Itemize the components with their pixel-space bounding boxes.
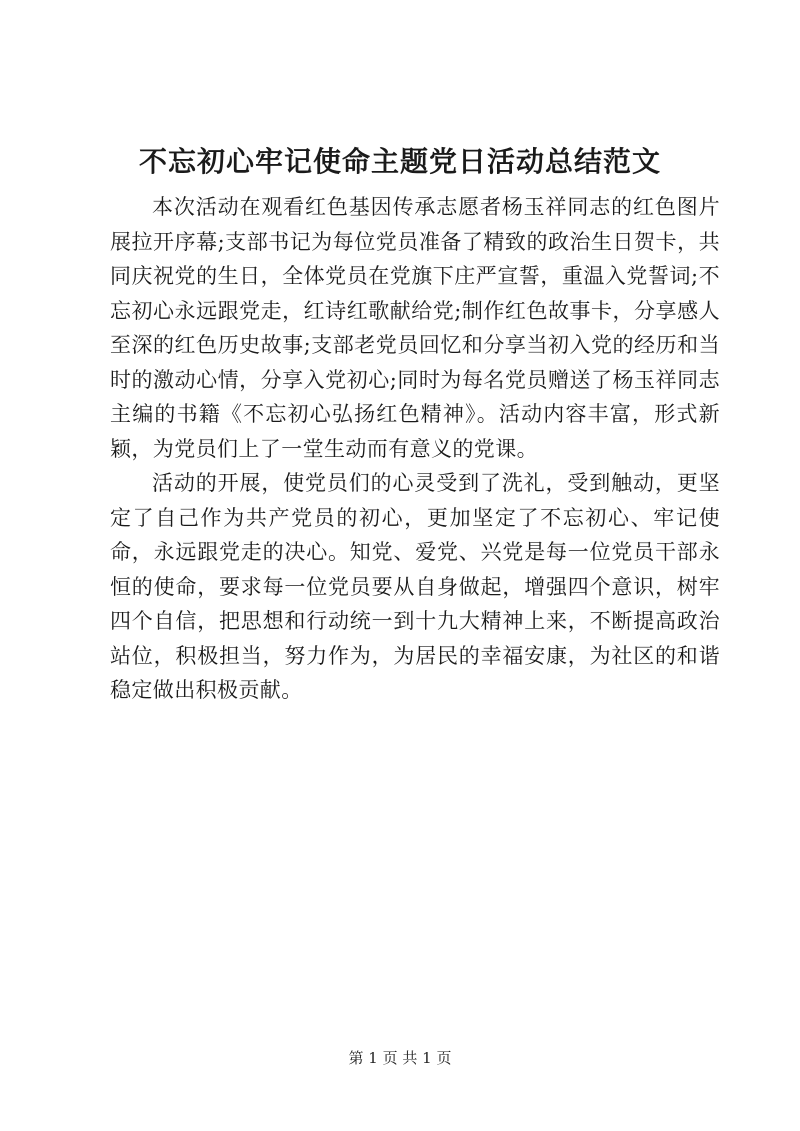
document-title: 不忘初心牢记使命主题党日活动总结范文 [138, 145, 661, 178]
page-number-footer: 第 1 页 共 1 页 [348, 1049, 452, 1067]
paragraph-1: 本次活动在观看红色基因传承志愿者杨玉祥同志的红色图片展拉开序幕;支部书记为每位党员准备了精致的政治生日贺卡，共同庆祝党的生日，全体党员在党旗下庄严宣誓，重温入党誓词;不忘初心永远跟党走，红诗红歌献给党;制作红色故事卡，分享感人至深的红色历史故事;支部老党员回忆和分享当初入党的经历和当时的激动心情，分享入党初心;同时为每名党员赠送了杨玉祥同志主编的书籍《不忘初心弘扬红色精神》。活动内容丰富，形式新颖，为党员们上了一堂生动而有意义的党课。 [110, 195, 720, 461]
paragraph-2: 活动的开展，使党员们的心灵受到了洗礼，受到触动，更坚定了自己作为共产党员的初心，更加坚定了不忘初心、牢记使命，永远跟党走的决心。知党、爱党、兴党是每一位党员干部永恒的使命，要求每一位党员要从自身做起，增强四个意识，树牢四个自信，把思想和行动统一到十九大精神上来，不断提高政治站位，积极担当，努力作为，为居民的幸福安康，为社区的和谐稳定做出积极贡献。 [110, 471, 720, 702]
document-body [110, 190, 720, 708]
